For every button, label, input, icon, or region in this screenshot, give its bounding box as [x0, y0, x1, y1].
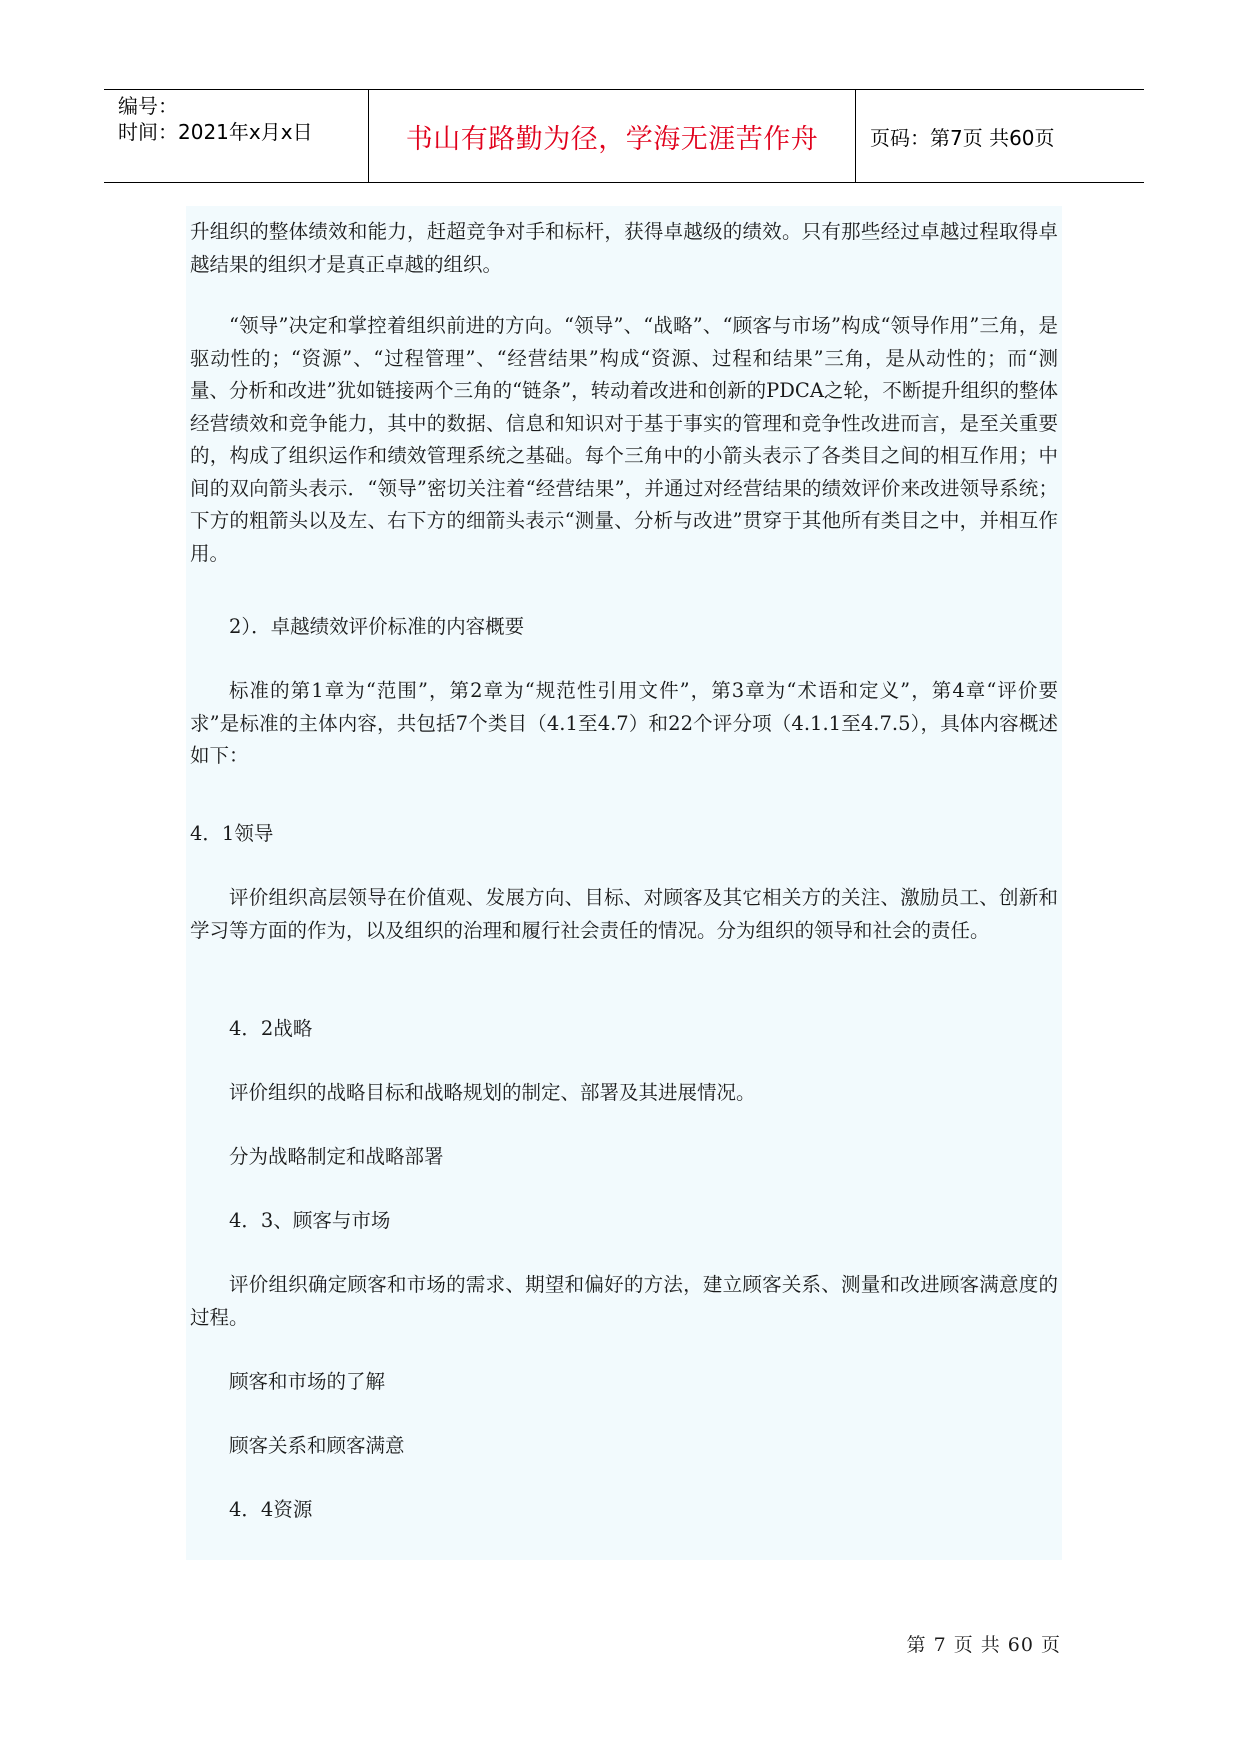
paragraph: 顾客关系和顾客满意: [229, 1434, 405, 1457]
paragraph: 标准的第1章为“范围”，第2章为“规范性引用文件”，第3章为“术语和定义”，第4章“评价要求”是标准的主体内容，共包括7个类目（4.1至4.7）和22个评分项（4.1.1至4.7.5），具体内容概述如下：: [190, 679, 1058, 767]
paragraph: 升组织的整体绩效和能力，赶超竞争对手和标杆，获得卓越级的绩效。只有那些经过卓越过程取得卓越结果的组织才是真正卓越的组织。: [190, 220, 1058, 276]
paragraph: 评价组织高层领导在价值观、发展方向、目标、对顾客及其它相关方的关注、激励员工、创新和学习等方面的作为，以及组织的治理和履行社会责任的情况。分为组织的领导和社会的责任。: [190, 886, 1058, 942]
paragraph: 顾客和市场的了解: [229, 1370, 386, 1393]
document-date: 时间：2021年x月x日: [118, 120, 313, 144]
header-page-number: 页码：第7页 共60页: [870, 125, 1055, 150]
document-number-label: 编号：: [118, 94, 178, 118]
section-heading: 4．3、顾客与市场: [229, 1209, 391, 1232]
header-meta-cell: [104, 90, 369, 182]
section-heading: 2）．卓越绩效评价标准的内容概要: [229, 615, 525, 638]
section-heading: 4．1领导: [190, 822, 274, 845]
paragraph: “领导”决定和掌控着组织前进的方向。“领导”、“战略”、“顾客与市场”构成“领导作用”三角，是驱动性的；“资源”、“过程管理”、“经营结果”构成“资源、过程和结果”三角，是从动性的；而“测量、分析和改进”犹如链接两个三角的“链条”，转动着改进和创新的PDCA之轮，不断提升组织的整体经营绩效和竞争能力，其中的数据、信息和知识对于基于事实的管理和竞争性改进而言，是至关重要的，构成了组织运作和绩效管理系统之基础。每个三角中的小箭头表示了各类目之间的相互作用；中间的双向箭头表示．“领导”密切关注着“经营结果”，并通过对经营结果的绩效评价来改进领导系统；下方的粗箭头以及左、右下方的细箭头表示“测量、分析与改进”贯穿于其他所有类目之中，并相互作用。: [190, 314, 1058, 565]
paragraph: 评价组织的战略目标和战略规划的制定、部署及其进展情况。: [229, 1081, 756, 1104]
paragraph: 评价组织确定顾客和市场的需求、期望和偏好的方法，建立顾客关系、测量和改进顾客满意度的过程。: [190, 1273, 1058, 1329]
page-footer: 第 7 页 共 60 页: [906, 1634, 1061, 1656]
paragraph: 分为战略制定和战略部署: [229, 1145, 444, 1168]
document-body: [186, 206, 1062, 1560]
section-heading: 4．2战略: [229, 1017, 313, 1040]
header-page-cell: [856, 90, 1144, 182]
header-motto-cell: [369, 90, 856, 182]
section-heading: 4．4资源: [229, 1498, 313, 1521]
header-motto: 书山有路勤为径，学海无涯苦作舟: [405, 123, 819, 155]
page-header: [104, 89, 1144, 183]
